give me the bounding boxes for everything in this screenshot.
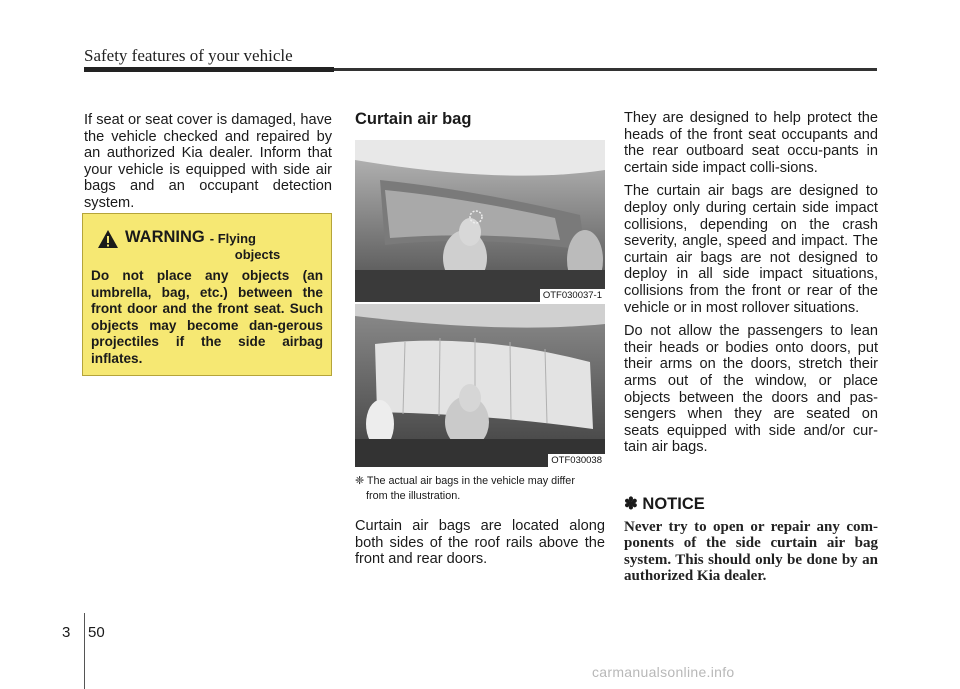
caption-line2: from the illustration. [366, 490, 461, 502]
warning-box [82, 213, 332, 376]
warning-subtitle-line2: objects [234, 247, 281, 262]
curtain-paragraph: Curtain air bags are located along both sides of the roof rails above the front and rear doors. [355, 518, 605, 568]
warning-subtitle [210, 231, 281, 263]
column-3 [624, 110, 878, 463]
car-interior-illustration [355, 140, 605, 302]
column-2-text [355, 518, 605, 575]
notice-title [624, 494, 705, 514]
warning-triangle-icon [97, 229, 119, 249]
col3-paragraph-3: Do not allow the passengers to lean their heads or bodies onto doors, put their arms on the doors, stretch their arms out of the window, or place objects between the doors and pas-sengers when they are seated on seats equipped with side and/or cur-tain air bags. [624, 323, 878, 456]
intro-paragraph: If seat or seat cover is damaged, have the vehicle checked and repaired by an authorized Kia dealer. Inform that your vehicle is equipped with side air bags and an occupant detection system. [84, 112, 332, 211]
warning-header [97, 228, 280, 263]
illustration-caption [355, 474, 605, 504]
page-header-title: Safety features of your vehicle [84, 46, 293, 65]
col3-paragraph-2: The curtain air bags are designed to deploy only during certain side impact collisions, depending on the crash severity, angle, speed and impact. The curtain air bags are not designed to deploy in all side impact situations, collisions from the front or rear of the vehicle or in most rollover situations. [624, 183, 878, 316]
column-1 [84, 112, 332, 219]
illustration-curtain-airbag-stowed [355, 140, 605, 302]
car-interior-deployed-illustration [355, 304, 605, 467]
caption-line1: The actual air bags in the vehicle may differ [366, 475, 575, 487]
image-code-label: OTF030038 [548, 454, 605, 467]
notice-symbol-icon: ✽ [624, 495, 638, 513]
page-number: 50 [88, 624, 105, 641]
image-code-label: OTF030037-1 [540, 289, 605, 302]
chapter-number: 3 [62, 624, 71, 641]
col3-paragraph-1: They are designed to help protect the heads of the front seat occupants and the rear outboard seat occu-pants in certain side impact colli-sions. [624, 110, 878, 176]
notice-body: Never try to open or repair any com-ponents of the side curtain air bag system. This should only be done by an authorized Kia dealer. [624, 519, 878, 584]
illustration-curtain-airbag-deployed [355, 304, 605, 467]
footer-rule [84, 613, 85, 689]
warning-title: WARNING [125, 228, 205, 246]
warning-subtitle-line1: - Flying [209, 231, 256, 246]
warning-body: Do not place any objects (an umbrella, bag, etc.) between the front door and the front seat. Such objects may become dan-gerous projectiles if the side airbag inflates. [91, 268, 323, 366]
watermark: carmanualsonline.info [592, 664, 735, 680]
header-rule-accent [84, 67, 334, 72]
caption-symbol: ❈ [355, 475, 365, 487]
section-title-curtain-air-bag: Curtain air bag [355, 110, 472, 128]
notice-title-text: NOTICE [642, 495, 705, 513]
